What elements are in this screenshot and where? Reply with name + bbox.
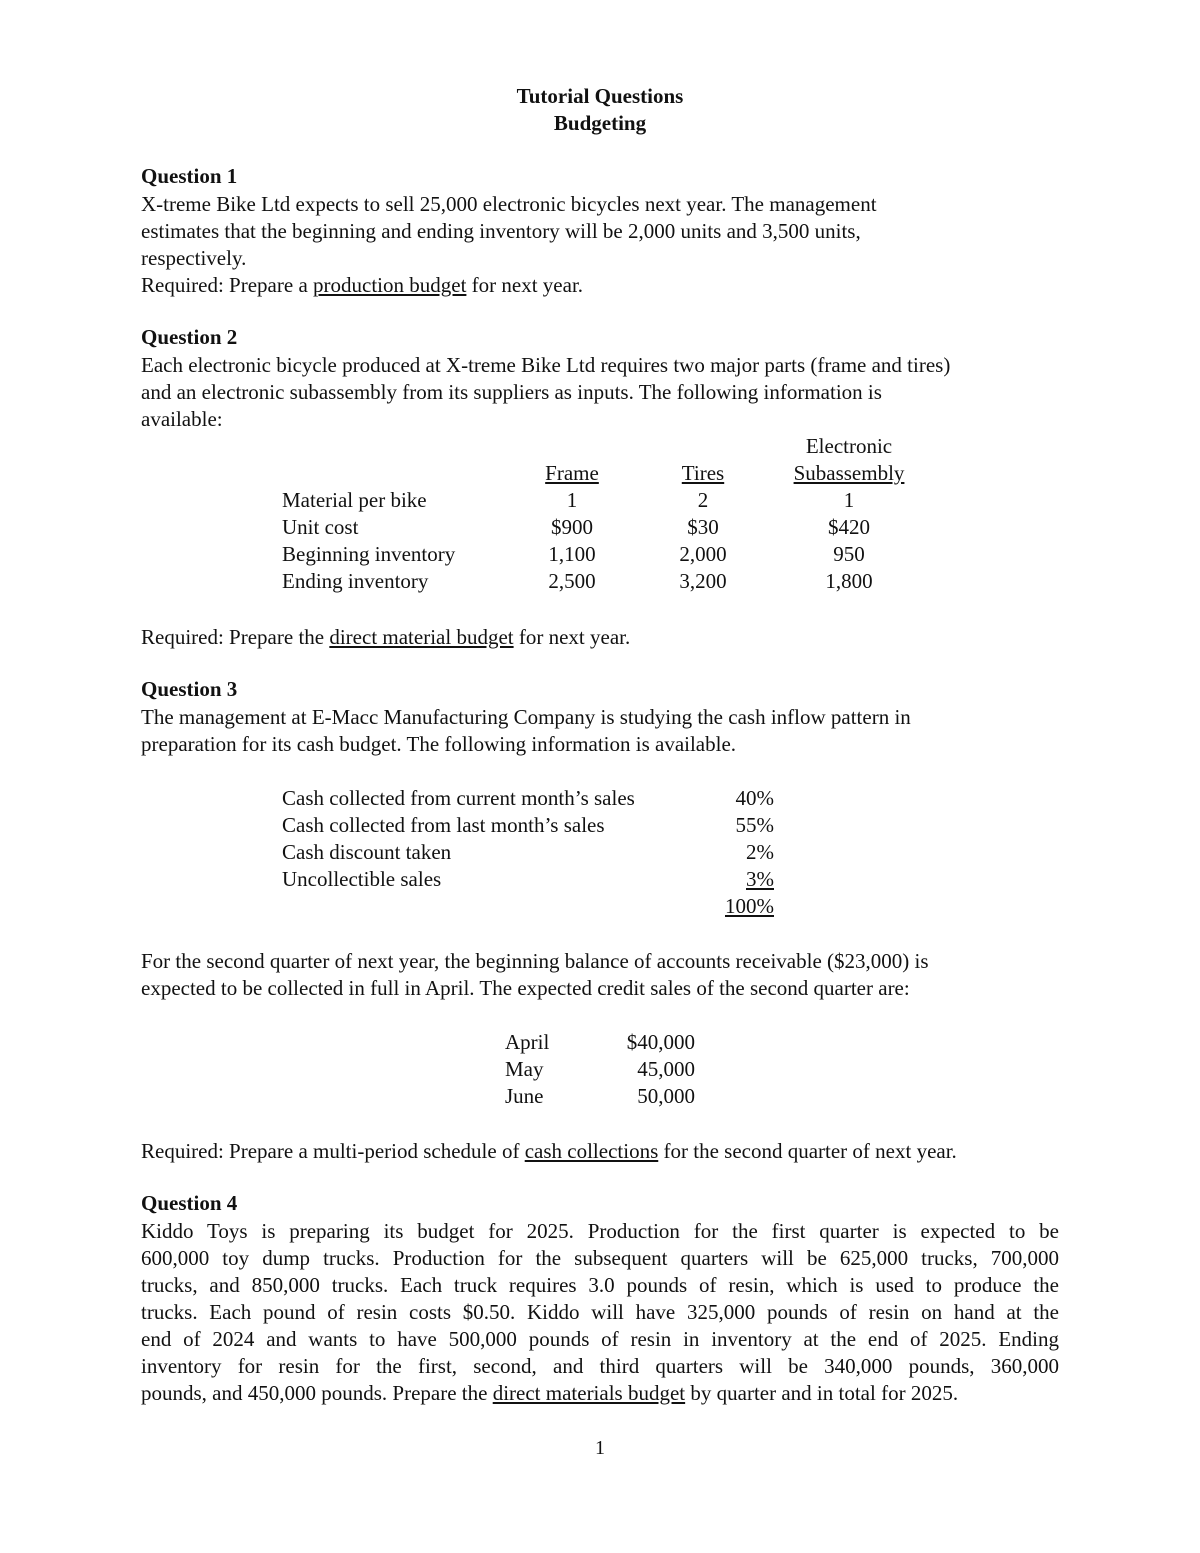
table-row (282, 839, 774, 866)
question-4-line: trucks. Each pound of resin costs $0.50. Kiddo will have 325,000 pounds of resin on hand at the (141, 1300, 1059, 1324)
sales-value: $40,000 (626, 1030, 695, 1054)
table-row (282, 568, 924, 595)
direct-material-budget-term: direct material budget (329, 625, 514, 649)
table-cell: 1 (566, 488, 578, 512)
table-row (282, 785, 774, 812)
column-header-subassembly: Subassembly (793, 461, 905, 485)
question-3-body (141, 704, 911, 758)
table-cell: $420 (828, 515, 870, 539)
question-2-heading: Question 2 (141, 325, 238, 349)
table-cell: 2,500 (548, 569, 596, 593)
cash-collections-term: cash collections (524, 1139, 659, 1163)
table-cell: 950 (833, 542, 865, 566)
table-row (282, 866, 774, 893)
direct-materials-budget-term: direct materials budget (492, 1381, 686, 1405)
table-cell: 55% (735, 813, 774, 837)
sales-value: 45,000 (637, 1057, 695, 1081)
row-label: Ending inventory (282, 569, 429, 593)
credit-sales-table (505, 1029, 695, 1110)
question-3-required: Required: Prepare a multi-period schedule of cash collections for the second quarter of next year. (141, 1139, 957, 1163)
table-cell: 1,800 (825, 569, 873, 593)
question-2-line: Each electronic bicycle produced at X-treme Bike Ltd requires two major parts (frame and tires) (141, 353, 951, 377)
question-2-line: and an electronic subassembly from its suppliers as inputs. The following information is (141, 380, 882, 404)
question-3-line: preparation for its cash budget. The following information is available. (141, 732, 737, 756)
question-1-heading: Question 1 (141, 164, 238, 188)
collection-pattern-table (282, 785, 774, 920)
row-label: Unit cost (282, 515, 359, 539)
question-4-line: 600,000 toy dump trucks. Production for the subsequent quarters will be 625,000 trucks, 700,000 (141, 1246, 1059, 1270)
question-4-line: inventory for resin for the first, second, and third quarters will be 340,000 pounds, 360,000 (141, 1354, 1059, 1378)
question-3-line: expected to be collected in full in April. The expected credit sales of the second quarter are: (141, 976, 910, 1000)
question-4-required: pounds, and 450,000 pounds. Prepare the direct materials budget by quarter and in total for 2025. (141, 1381, 959, 1405)
question-2-line: available: (141, 407, 223, 431)
production-budget-term: production budget (313, 273, 467, 297)
table-cell: 2 (697, 488, 709, 512)
month-label: June (505, 1084, 544, 1108)
table-row (282, 514, 924, 541)
month-label: May (505, 1057, 544, 1081)
table-row (505, 1029, 695, 1056)
question-3-line: For the second quarter of next year, the beginning balance of accounts receivable ($23,000) is (141, 949, 929, 973)
table-row (505, 1083, 695, 1110)
table-cell: 40% (735, 786, 774, 810)
row-label: Cash discount taken (282, 840, 452, 864)
total-row (282, 893, 774, 920)
material-table-header-row-1 (282, 433, 924, 460)
table-row (505, 1056, 695, 1083)
collection-total: 100% (725, 894, 774, 918)
question-3-line: The management at E-Macc Manufacturing Company is studying the cash inflow pattern in (141, 705, 911, 729)
question-4-line: trucks, and 850,000 trucks. Each truck requires 3.0 pounds of resin, which is used to produce the (141, 1273, 1059, 1297)
table-cell: 2,000 (679, 542, 727, 566)
month-label: April (505, 1030, 550, 1054)
question-3-heading: Question 3 (141, 677, 238, 701)
column-header-frame: Frame (545, 461, 599, 485)
question-2-required: Required: Prepare the direct material budget for next year. (141, 625, 631, 649)
row-label: Material per bike (282, 488, 427, 512)
table-cell: 2% (746, 840, 774, 864)
question-1-line: X-treme Bike Ltd expects to sell 25,000 electronic bicycles next year. The management (141, 192, 877, 216)
material-table-header-row-2 (282, 460, 924, 487)
material-table (282, 433, 924, 595)
table-cell: 1 (843, 488, 855, 512)
table-cell: 3,200 (679, 569, 727, 593)
column-header-electronic: Electronic (805, 434, 893, 458)
column-header-tires: Tires (681, 461, 725, 485)
question-4-heading: Question 4 (141, 1191, 238, 1215)
question-4-line: Kiddo Toys is preparing its budget for 2025. Production for the first quarter is expected to be (141, 1219, 1059, 1243)
question-1-line: estimates that the beginning and ending inventory will be 2,000 units and 3,500 units, (141, 219, 861, 243)
document-subtitle: Budgeting (553, 111, 647, 135)
row-label: Uncollectible sales (282, 867, 442, 891)
table-row (282, 541, 924, 568)
question-3-body-2 (141, 948, 929, 1002)
table-cell: $900 (551, 515, 593, 539)
page-number: 1 (595, 1437, 605, 1459)
question-2-body (141, 352, 950, 433)
sales-value: 50,000 (637, 1084, 695, 1108)
row-label: Beginning inventory (282, 542, 456, 566)
question-4-line: end of 2024 and wants to have 500,000 pounds of resin in inventory at the end of 2025. Ending (141, 1327, 1059, 1351)
table-row (282, 812, 774, 839)
row-label: Cash collected from current month’s sales (282, 786, 635, 810)
table-cell: 3% (746, 867, 774, 891)
row-label: Cash collected from last month’s sales (282, 813, 605, 837)
table-cell: 1,100 (548, 542, 596, 566)
table-row (282, 487, 924, 514)
document-title: Tutorial Questions (516, 84, 684, 108)
question-1-body (141, 191, 877, 299)
question-1-required: Required: Prepare a production budget for next year. (141, 273, 584, 297)
table-cell: $30 (687, 515, 719, 539)
question-4-body (141, 1218, 1059, 1407)
question-1-line: respectively. (141, 246, 247, 270)
